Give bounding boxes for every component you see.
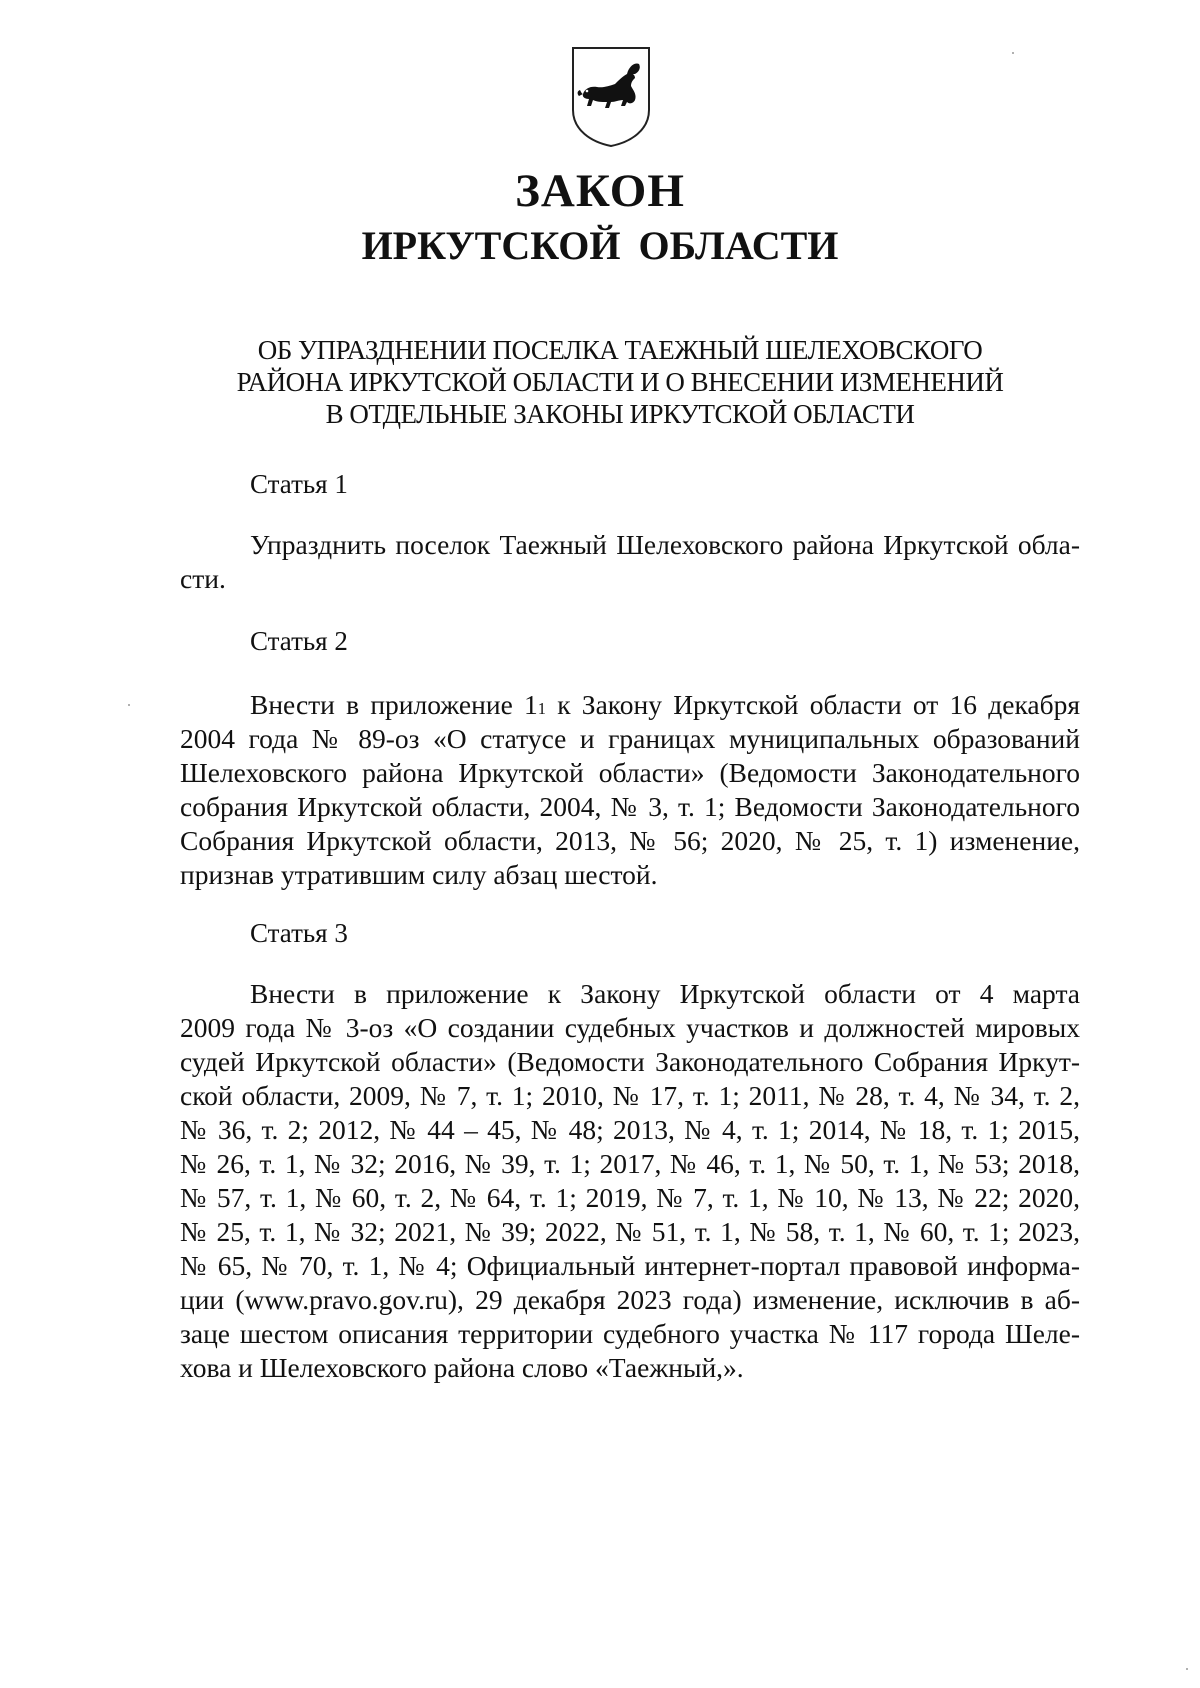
paragraph-line: № 57, т. 1, № 60, т. 2, № 64, т. 1; 2019, № 7, т. 1, № 10, № 13, № 22; 2020, <box>180 1182 1080 1213</box>
coat-of-arms-icon <box>569 44 653 148</box>
paragraph-line: Собрания Иркутской области, 2013, № 56; 2020, № 25, т. 1) изменение, <box>180 825 1080 856</box>
paragraph-line: № 36, т. 2; 2012, № 44 – 45, № 48; 2013, № 4, т. 1; 2014, № 18, т. 1; 2015, <box>180 1114 1080 1145</box>
document-subject <box>200 334 1040 430</box>
scan-speck <box>128 704 130 706</box>
paragraph-line: № 25, т. 1, № 32; 2021, № 39; 2022, № 51, т. 1, № 58, т. 1, № 60, т. 1; 2023, <box>180 1216 1080 1247</box>
paragraph-line <box>180 688 1080 722</box>
article-2-heading: Статья 2 <box>250 626 348 656</box>
paragraph-line: Шелеховского района Иркутской области» (Ведомости Законодательного <box>180 757 1080 788</box>
article-3-text <box>180 977 1080 1385</box>
article-1-heading: Статья 1 <box>250 469 348 499</box>
paragraph-line: 2009 года № 3-оз «О создании судебных участков и должностей мировых <box>180 1012 1080 1043</box>
paragraph-line: № 26, т. 1, № 32; 2016, № 39, т. 1; 2017, № 46, т. 1, № 50, т. 1, № 53; 2018, <box>180 1148 1080 1179</box>
document-title: ЗАКОН <box>515 165 685 217</box>
article-3-heading: Статья 3 <box>250 918 348 948</box>
line-text: Внести в приложение 1 <box>250 689 538 720</box>
article-2-text <box>180 688 1080 892</box>
subject-line: В ОТДЕЛЬНЫЕ ЗАКОНЫ ИРКУТСКОЙ ОБЛАСТИ <box>325 399 915 429</box>
paragraph-line: заце шестом описания территории судебного участка № 117 города Шеле- <box>180 1318 1080 1349</box>
paragraph-line: № 65, № 70, т. 1, № 4; Официальный интернет-портал правовой информа- <box>180 1250 1080 1281</box>
paragraph-line: признав утратившим силу абзац шестой. <box>180 859 658 890</box>
document-title-region: ИРКУТСКОЙ ОБЛАСТИ <box>361 223 839 268</box>
subject-line: РАЙОНА ИРКУТСКОЙ ОБЛАСТИ И О ВНЕСЕНИИ ИЗМЕНЕНИЙ <box>236 367 1004 397</box>
scan-speck <box>1186 1668 1188 1670</box>
paragraph-line: 2004 года № 89-оз «О статусе и границах муниципальных образований <box>180 723 1080 754</box>
article-1-text <box>180 528 1080 596</box>
paragraph-line: судей Иркутской области» (Ведомости Законодательного Собрания Иркут- <box>180 1046 1080 1077</box>
superscript: 1 <box>537 699 546 718</box>
paragraph-line: Упразднить поселок Таежный Шелеховского района Иркутской обла- <box>250 529 1080 560</box>
paragraph-line: ции (www.pravo.gov.ru), 29 декабря 2023 года) изменение, исключив в аб- <box>180 1284 1080 1315</box>
line-text: к Закону Иркутской области от 16 декабря <box>546 689 1080 720</box>
paragraph-line: ской области, 2009, № 7, т. 1; 2010, № 17, т. 1; 2011, № 28, т. 4, № 34, т. 2, <box>180 1080 1080 1111</box>
scan-speck <box>1012 52 1014 54</box>
paragraph-line: сти. <box>180 563 226 594</box>
subject-line: ОБ УПРАЗДНЕНИИ ПОСЕЛКА ТАЕЖНЫЙ ШЕЛЕХОВСКОГО <box>257 335 983 365</box>
paragraph-line: собрания Иркутской области, 2004, № 3, т. 1; Ведомости Законодательного <box>180 791 1080 822</box>
paragraph-line: хова и Шелеховского района слово «Таежный,». <box>180 1352 744 1383</box>
paragraph-line: Внести в приложение к Закону Иркутской области от 4 марта <box>250 978 1080 1009</box>
